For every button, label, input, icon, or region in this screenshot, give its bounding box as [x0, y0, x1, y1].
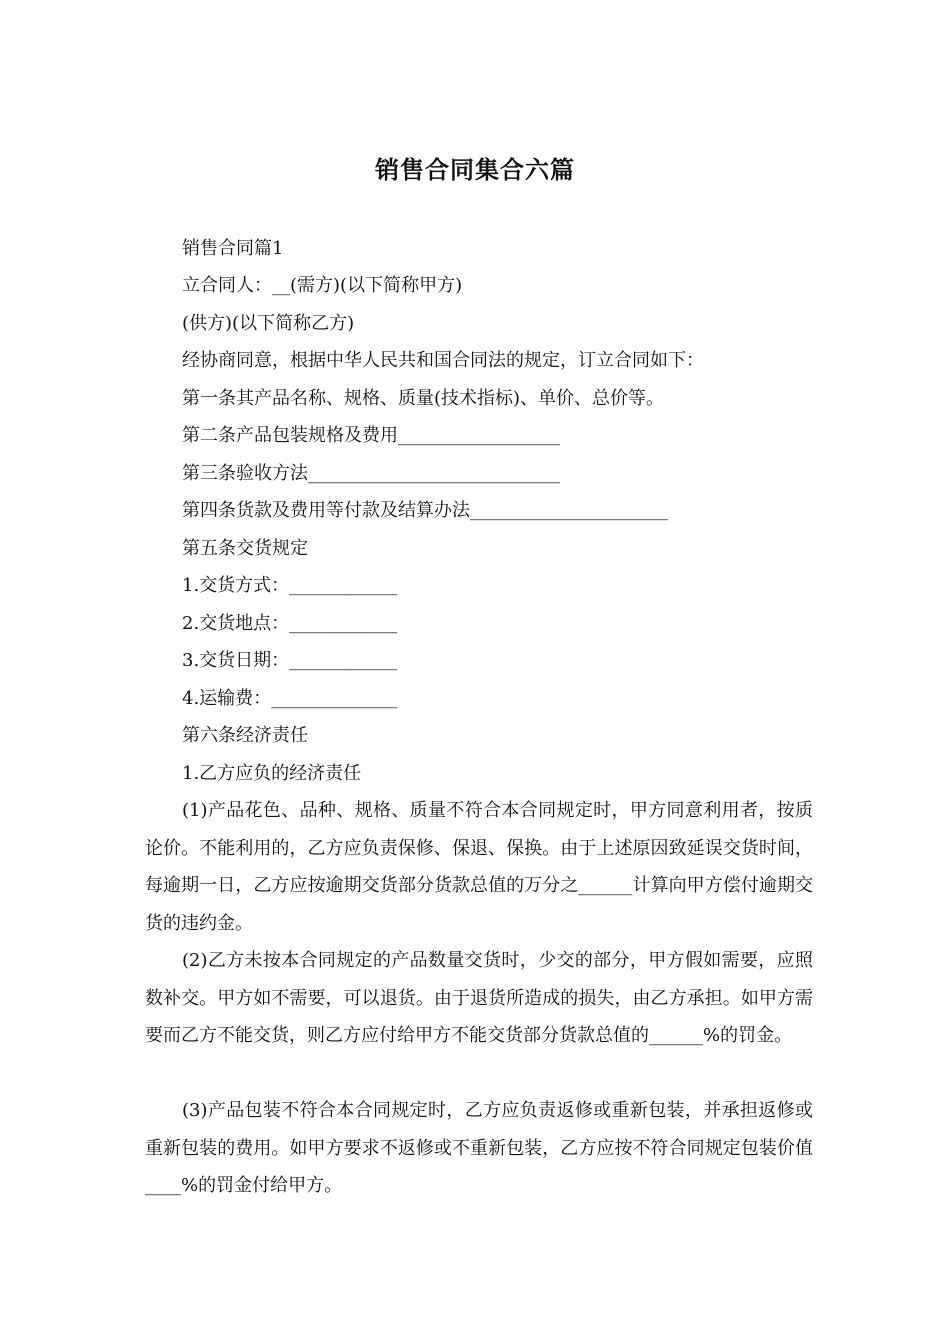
- clause-paragraph-2: (2)乙方未按本合同规定的产品数量交货时，少交的部分，甲方假如需要，应照数补交。甲方如不需要，可以退货。由于退货所造成的损失，由乙方承担。如甲方需要而乙方不能交货，则乙方应付给甲方不能交货部分货款总值的______%的罚金。: [145, 950, 813, 1046]
- delivery-method: 1.交货方式：____________: [182, 575, 398, 596]
- article-3: 第三条验收方法____________________________: [182, 463, 560, 484]
- article-2: 第二条产品包装规格及费用__________________: [182, 425, 560, 446]
- clause-paragraph-3: (3)产品包装不符合本合同规定时，乙方应负责返修或重新包装，并承担返修或重新包装的费用。如甲方要求不返修或不重新包装，乙方应按不符合同规定包装价值____%的罚金付给甲方。: [145, 1100, 813, 1196]
- section-heading: 销售合同篇1: [182, 238, 284, 259]
- delivery-location: 2.交货地点：____________: [182, 613, 398, 634]
- delivery-date: 3.交货日期：____________: [182, 650, 398, 671]
- party-a-line: 立合同人：__(需方)(以下简称甲方): [182, 275, 463, 296]
- party-b-line: (供方)(以下简称乙方): [182, 313, 355, 334]
- preamble-line: 经协商同意，根据中华人民共和国合同法的规定，订立合同如下：: [182, 350, 704, 371]
- party-b-liability-heading: 1.乙方应负的经济责任: [182, 763, 362, 784]
- article-5: 第五条交货规定: [182, 538, 308, 559]
- shipping-fee: 4.运输费：______________: [182, 688, 398, 709]
- article-4: 第四条货款及费用等付款及结算办法______________________: [182, 500, 668, 521]
- clause-paragraph-1: (1)产品花色、品种、规格、质量不符合本合同规定时，甲方同意利用者，按质论价。不能利用的，乙方应负责保修、保退、保换。由于上述原因致延误交货时间，每逾期一日，乙方应按逾期交货部分货款总值的万分之______计算向甲方偿付逾期交货的违约金。: [145, 800, 813, 934]
- article-6: 第六条经济责任: [182, 725, 308, 746]
- document-title: 销售合同集合六篇: [375, 155, 575, 184]
- article-1: 第一条其产品名称、规格、质量(技术指标)、单价、总价等。: [182, 388, 665, 409]
